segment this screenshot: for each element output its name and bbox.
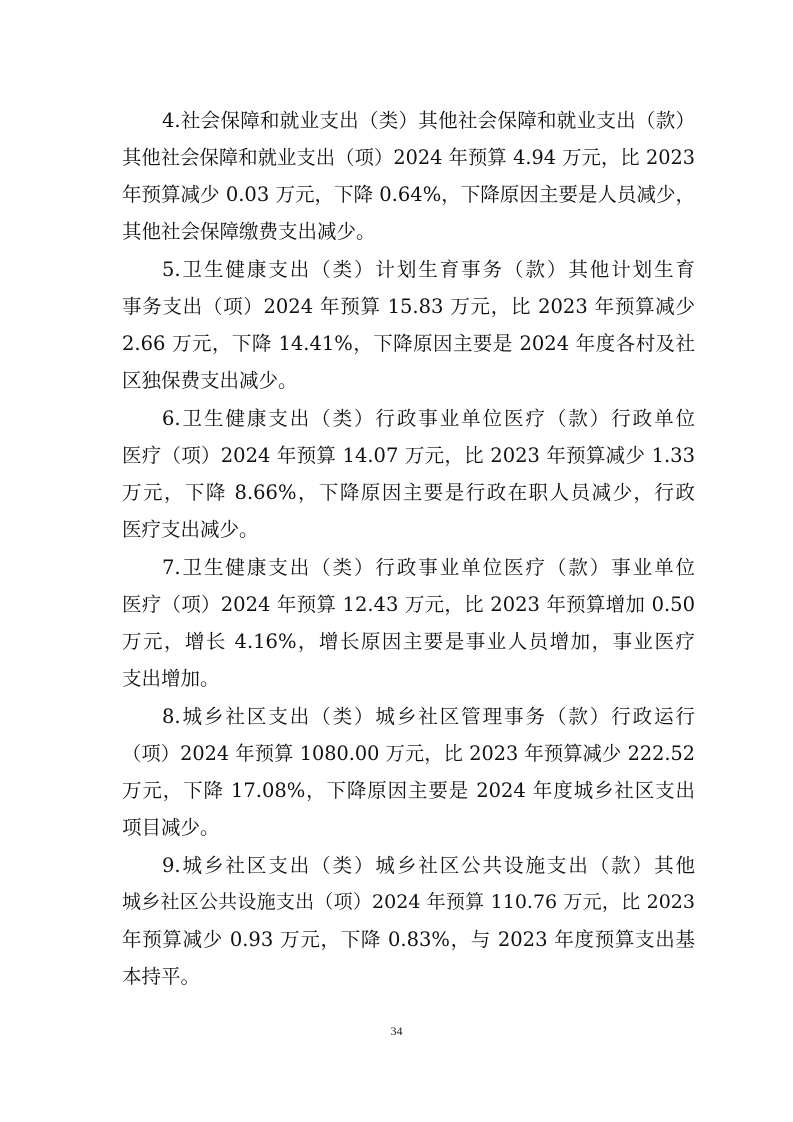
paragraph-9 (122, 847, 695, 995)
text-line: 年预算减少 0.03 万元，下降 0.64%，下降原因主要是人员减少， (122, 183, 695, 206)
text-line: 万元，增长 4.16%，增长原因主要是事业人员增加，事业医疗 (122, 630, 695, 653)
text-line: 万元，下降 8.66%，下降原因主要是行政在职人员减少，行政 (122, 481, 695, 504)
text-line: 医疗（项）2024 年预算 12.43 万元，比 2023 年预算增加 0.50 (122, 593, 695, 616)
text-line: 支出增加。 (122, 667, 220, 690)
text-line: 9.城乡社区支出（类）城乡社区公共设施支出（款）其他 (162, 854, 695, 877)
text-line: 本持平。 (122, 965, 201, 988)
paragraph-7 (122, 549, 695, 697)
text-line: 城乡社区公共设施支出（项）2024 年预算 110.76 万元，比 2023 (122, 891, 695, 913)
text-line: 7.卫生健康支出（类）行政事业单位医疗（款）事业单位 (162, 556, 695, 579)
text-line: 其他社会保障和就业支出（项）2024 年预算 4.94 万元，比 2023 (122, 146, 695, 169)
text-line: 区独保费支出减少。 (122, 369, 298, 392)
text-line: 其他社会保障缴费支出减少。 (122, 220, 376, 243)
text-line: 万元，下降 17.08%，下降原因主要是 2024 年度城乡社区支出 (122, 779, 695, 802)
text-line: 事务支出（项）2024 年预算 15.83 万元，比 2023 年预算减少 (122, 295, 695, 318)
text-line: （项）2024 年预算 1080.00 万元，比 2023 年预算减少 222.52 (122, 742, 695, 765)
body-text (122, 102, 695, 996)
text-line: 6.卫生健康支出（类）行政事业单位医疗（款）行政单位 (162, 407, 695, 430)
text-line: 2.66 万元，下降 14.41%，下降原因主要是 2024 年度各村及社 (122, 332, 695, 355)
paragraph-5 (122, 251, 695, 399)
text-line: 5.卫生健康支出（类）计划生育事务（款）其他计划生育 (162, 258, 695, 281)
paragraph-6 (122, 400, 695, 548)
text-line: 医疗支出减少。 (122, 518, 259, 541)
text-line: 4.社会保障和就业支出（类）其他社会保障和就业支出（款） (162, 109, 695, 132)
page-number: 34 (390, 1024, 403, 1038)
paragraph-8 (122, 698, 695, 846)
text-line: 医疗（项）2024 年预算 14.07 万元，比 2023 年预算减少 1.33 (122, 444, 695, 467)
paragraph-4 (122, 102, 695, 250)
text-line: 项目减少。 (122, 816, 220, 839)
text-line: 年预算减少 0.93 万元，下降 0.83%，与 2023 年度预算支出基 (122, 928, 695, 951)
text-line: 8.城乡社区支出（类）城乡社区管理事务（款）行政运行 (162, 705, 695, 728)
